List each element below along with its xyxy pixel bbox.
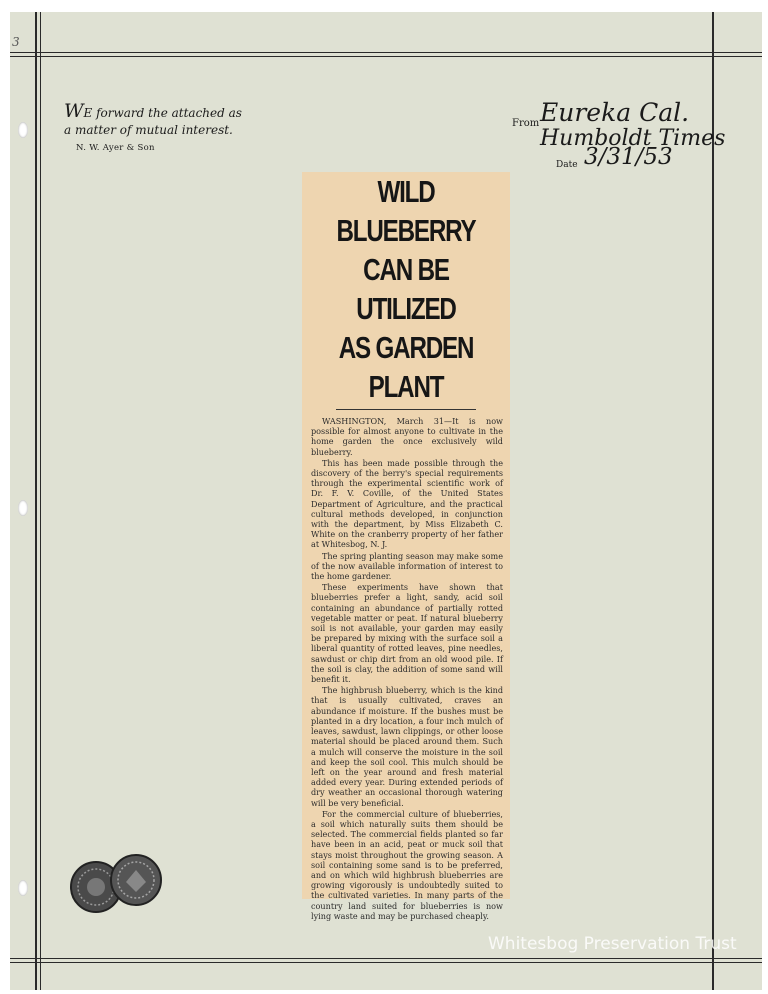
punch-hole-top bbox=[18, 122, 28, 138]
border-line-top bbox=[10, 52, 762, 53]
from-label: From bbox=[512, 118, 540, 129]
watermark: Whitesbog Preservation Trust bbox=[488, 934, 737, 954]
article-paragraph: These experiments have shown that blueberries prefer a light, sandy, acid soil containing an abundance of partially rotted vegetable matter or peat. If natural blueberry soil is not available, your garden may easily be prepared by mixing with the surface soil a liberal quantity of rotted leaves, pine needles, sawdust or chip dirt from an old wood pile. If the soil is clay, the addition of some sand will benefit it. bbox=[311, 582, 503, 685]
article-paragraph: The highbrush blueberry, which is the kind that is usually cultivated, craves an abundance if moisture. If the bushes must be planted in a dry location, a four inch mulch of leaves, sawdust, lawn clippings, or other loose material should be placed around them. Such a mulch will conserve the moisture in the soil and keep the soil cool. This mulch should be left on the year around and fresh material added every year. During extended periods of dry weather an occasional thorough watering will be very beneficial. bbox=[311, 685, 503, 808]
article-paragraph: This has been made possible through the discovery of the berry's special requirements through the experimental scientific work of Dr. F. V. Coville, of the United States Department of Agriculture, and the practical cultural methods developed, in conjunction with the department, by Miss Elizabeth C. White on the cranberry property of her father at Whitesbog, N. J. bbox=[311, 457, 503, 550]
date-label: Date bbox=[556, 160, 578, 170]
seal-coins bbox=[70, 852, 164, 914]
stamp-line-1: WE forward the attached as bbox=[64, 100, 242, 122]
stamp-company: N. W. Ayer & Son bbox=[76, 143, 155, 153]
forwarding-stamp bbox=[64, 100, 244, 153]
clipping-headline: WILD BLUEBERRY CAN BE UTILIZED AS GARDEN PLANT bbox=[336, 174, 476, 404]
stamp-line-2: a matter of mutual interest. bbox=[64, 123, 233, 137]
article-body bbox=[302, 414, 510, 921]
punch-hole-bottom bbox=[18, 880, 28, 896]
newspaper-clipping bbox=[302, 172, 510, 921]
article-paragraph: For the commercial culture of blueberries, a soil which naturally suits them should be selected. The commercial fields planted so far have been in an acid, peat or muck soil that stays moist throughout the growing season. A soil containing some sand is to be preferred, and on which wild highbrush blueberries are growing vigorously is undoubtedly suited to the cultivated varieties. In many parts of the country land suited for blueberries is now lying waste and may be purchased cheaply. bbox=[311, 808, 503, 921]
headline-rule bbox=[336, 409, 476, 410]
border-line-right bbox=[712, 12, 714, 990]
from-location: Eureka Cal. bbox=[540, 98, 690, 127]
article-paragraph: WASHINGTON, March 31—It is now possible for almost anyone to cultivate in the home garden the once exclusively wild blueberry. bbox=[311, 416, 503, 457]
border-line-bottom-inner bbox=[10, 962, 762, 963]
punch-hole-middle bbox=[18, 500, 28, 516]
date-value: 3/31/53 bbox=[584, 144, 673, 170]
article-paragraph: The spring planting season may make some of the now available information of interest to the home gardener. bbox=[311, 550, 503, 582]
border-line-bottom bbox=[10, 958, 762, 959]
page-number: 3 bbox=[12, 35, 20, 49]
border-line-top-inner bbox=[10, 56, 762, 57]
newspaper-name: Humboldt Times bbox=[540, 126, 726, 151]
border-line-left bbox=[35, 12, 37, 990]
border-line-left-inner bbox=[40, 12, 41, 990]
